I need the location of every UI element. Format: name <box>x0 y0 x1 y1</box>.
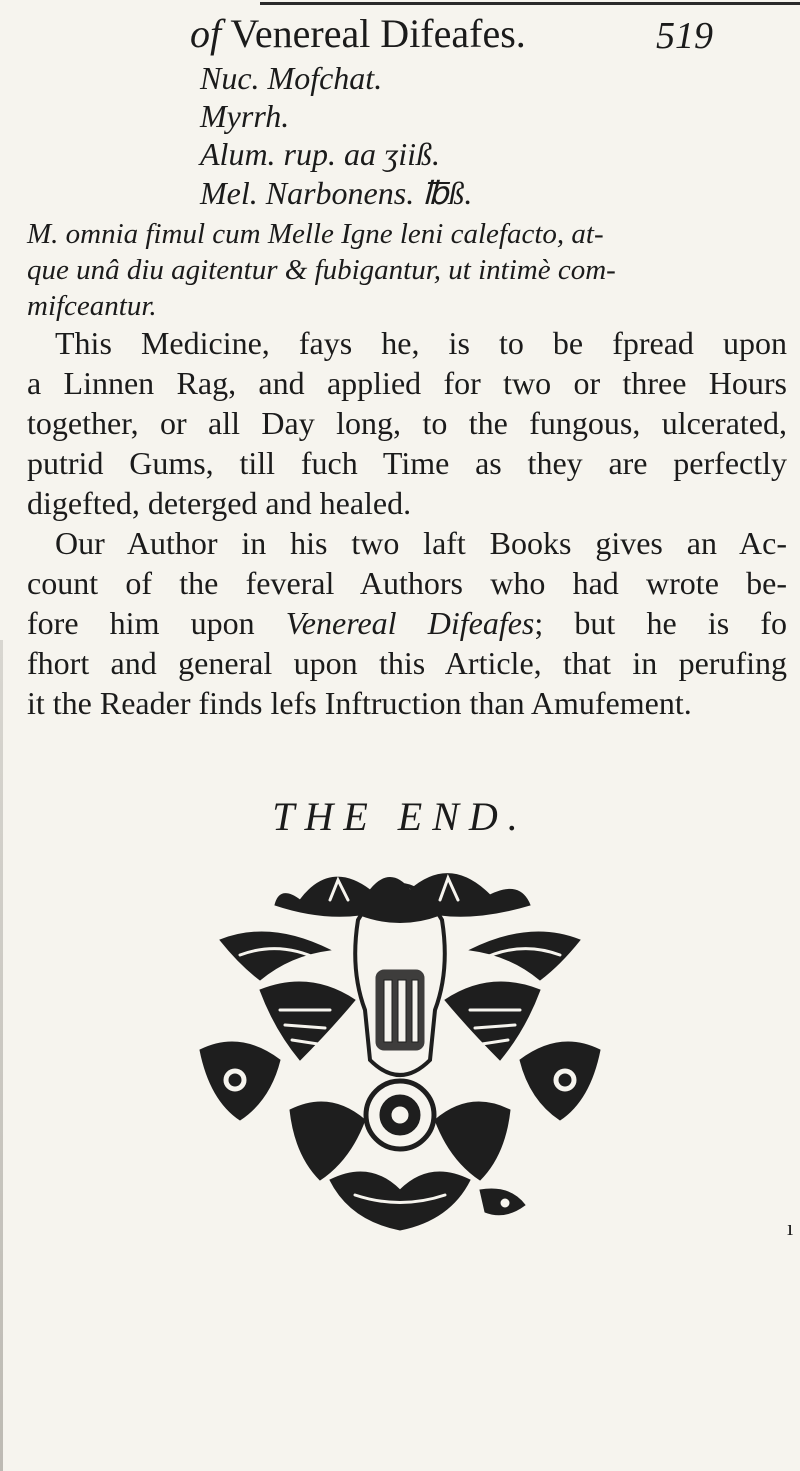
recipe-line: Myrrh. <box>200 98 290 134</box>
recipe-line: Mel. Narbonens. ℔ß. <box>200 175 473 211</box>
paragraph-line: Our Author in his two laft Books gives an Ac- <box>55 525 787 561</box>
paragraph-line: count of the feveral Authors who had wrote be- <box>27 565 787 601</box>
header-rule <box>260 2 800 5</box>
paragraph-line: together, or all Day long, to the fungous, ulcerated, <box>27 405 787 441</box>
italic-title: Venereal Difeafes <box>285 605 535 641</box>
paragraph-text: ; but he is fo <box>534 605 788 641</box>
the-end-heading: THE END. <box>272 794 528 839</box>
paragraph-text: fore him upon <box>27 605 286 641</box>
paragraph-line: it the Reader finds lefs Inftruction than Amufement. <box>27 685 692 721</box>
running-header <box>190 10 640 60</box>
latin-instruction-line: M. omnia fimul cum Melle Igne leni calefacto, at- <box>27 218 604 250</box>
ornament-tailpiece-icon <box>180 860 620 1260</box>
paragraph-line: This Medicine, fays he, is to be fpread upon <box>55 325 787 361</box>
paragraph-line: digefted, deterged and healed. <box>27 485 412 521</box>
paragraph-line <box>27 603 787 643</box>
paragraph-line: fhort and general upon this Article, that in perufing <box>27 645 787 681</box>
recipe-line: Nuc. Mofchat. <box>200 60 383 96</box>
header-title: Venereal Difeafes. <box>230 11 526 56</box>
page-number: 519 <box>656 15 713 57</box>
header-prefix: of <box>190 11 222 56</box>
latin-instruction-line: que unâ diu agitentur & fubigantur, ut intimè com- <box>27 254 616 286</box>
paragraph-line: putrid Gums, till fuch Time as they are perfectly <box>27 445 787 481</box>
latin-instruction-line: mifceantur. <box>27 290 157 322</box>
paragraph-line: a Linnen Rag, and applied for two or three Hours <box>27 365 787 401</box>
page-edge-shadow <box>0 640 3 1471</box>
recipe-line: Alum. rup. aa ʒiiß. <box>200 136 440 172</box>
edge-mark: ı <box>787 1215 794 1240</box>
